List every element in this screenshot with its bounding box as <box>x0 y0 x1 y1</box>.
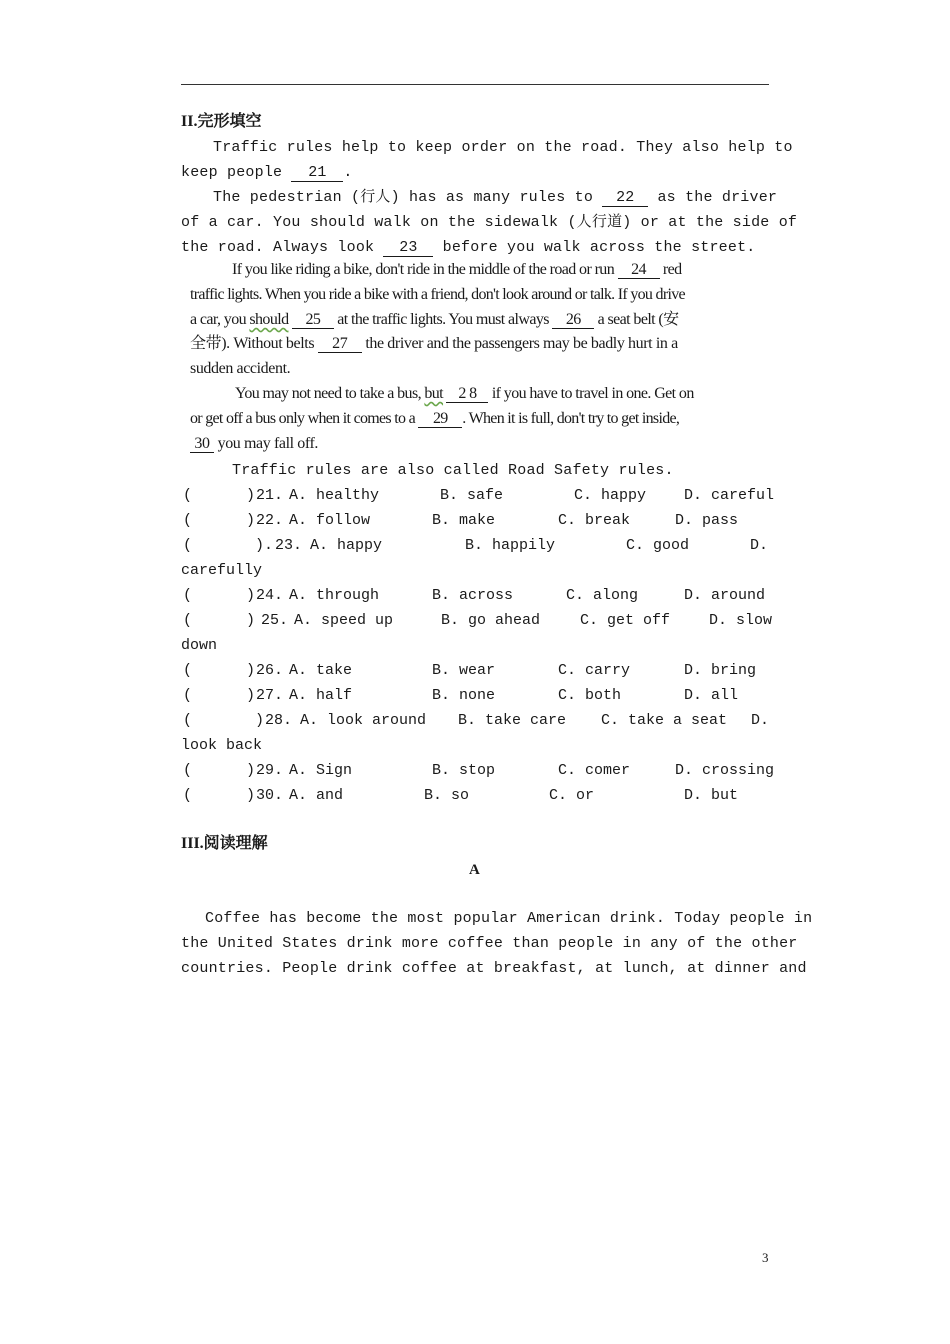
option-c[interactable]: C. carry <box>558 662 631 679</box>
option-d[interactable]: D. around <box>684 587 766 604</box>
option-c[interactable]: C. get off <box>580 612 671 629</box>
option-d[interactable]: D. but <box>684 787 739 804</box>
blank-27[interactable]: 27 <box>318 336 362 353</box>
answer-bracket[interactable]: ( ) <box>183 512 256 529</box>
option-a[interactable]: A. Sign <box>289 762 353 779</box>
question-number: 28. <box>265 712 293 729</box>
option-a[interactable]: A. follow <box>289 512 371 529</box>
option-a[interactable]: A. healthy <box>289 487 380 504</box>
answer-bracket[interactable]: ( ) <box>183 587 256 604</box>
option-d[interactable]: D. crossing <box>675 762 775 779</box>
cloze-text-line: or get off a bus only when it comes to a 29 . When it is full, don't try to get inside, <box>190 410 680 427</box>
answer-bracket[interactable]: ( ) <box>183 662 256 679</box>
blank-22[interactable]: 22 <box>602 190 648 207</box>
blank-28[interactable]: 2 8 <box>446 386 488 403</box>
cloze-text-line: the road. Always look 23 before you walk across the street. <box>181 239 756 256</box>
cloze-text-line: The pedestrian (行人) has as many rules to 22 as the driver <box>213 189 778 206</box>
option-d[interactable]: D. pass <box>675 512 739 529</box>
blank-26[interactable]: 26 <box>552 312 594 329</box>
cloze-text-line: sudden accident. <box>190 360 291 377</box>
answer-bracket[interactable]: ( ). <box>183 537 274 554</box>
question-number: 22. <box>256 512 284 529</box>
cloze-text-line: Traffic rules are also called Road Safety rules. <box>232 462 674 479</box>
cloze-text-line: If you like riding a bike, don't ride in the middle of the road or run 24 red <box>232 261 682 278</box>
option-b[interactable]: B. stop <box>432 762 496 779</box>
cloze-text-line: Traffic rules help to keep order on the road. They also help to <box>213 139 793 156</box>
reading-text-line: the United States drink more coffee than people in any of the other <box>181 935 798 952</box>
should-word: should <box>249 311 289 328</box>
option-b[interactable]: B. across <box>432 587 514 604</box>
question-number: 25. <box>261 612 289 629</box>
cloze-text-line: 30 you may fall off. <box>190 434 318 454</box>
blank-29[interactable]: 29 <box>418 411 462 428</box>
reading-text-line: Coffee has become the most popular American drink. Today people in <box>205 910 813 927</box>
option-a[interactable]: A. and <box>289 787 344 804</box>
question-number: 26. <box>256 662 284 679</box>
question-number: 24. <box>256 587 284 604</box>
cloze-text-line: keep people 21 . <box>181 164 353 181</box>
header-rule <box>181 84 769 85</box>
question-number: 21. <box>256 487 284 504</box>
blank-25[interactable]: 25 <box>292 312 334 329</box>
option-d[interactable]: D. slow <box>709 612 773 629</box>
blank-23[interactable]: 23 <box>383 240 433 257</box>
answer-bracket[interactable]: ( ) <box>183 762 256 779</box>
option-b[interactable]: B. happily <box>465 537 556 554</box>
answer-bracket[interactable]: ( ) <box>183 712 265 729</box>
question-number: 23. <box>275 537 303 554</box>
option-b[interactable]: B. wear <box>432 662 496 679</box>
option-d[interactable]: D. bring <box>684 662 757 679</box>
answer-bracket[interactable]: ( ) <box>183 612 256 629</box>
option-b[interactable]: B. none <box>432 687 496 704</box>
section-title-cloze: II.完形填空 <box>181 113 262 130</box>
option-c[interactable]: C. take a seat <box>601 712 728 729</box>
option-c[interactable]: C. along <box>566 587 639 604</box>
question-number: 29. <box>256 762 284 779</box>
option-d[interactable]: D. all <box>684 687 739 704</box>
blank-24[interactable]: 24 <box>618 262 660 279</box>
option-c[interactable]: C. good <box>626 537 690 554</box>
cloze-text-line: of a car. You should walk on the sidewalk (人行道) or at the side of <box>181 214 798 231</box>
answer-bracket[interactable]: ( ) <box>183 487 256 504</box>
blank-30[interactable]: 30 <box>190 436 214 453</box>
option-a[interactable]: A. through <box>289 587 380 604</box>
option-d[interactable]: D. careful <box>684 487 775 504</box>
question-number: 27. <box>256 687 284 704</box>
option-a[interactable]: A. look around <box>300 712 427 729</box>
passage-label: A <box>469 862 480 878</box>
option-d-continued[interactable]: carefully <box>181 562 263 579</box>
option-a[interactable]: A. half <box>289 687 353 704</box>
option-d[interactable]: D. <box>751 712 770 729</box>
option-b[interactable]: B. go ahead <box>441 612 541 629</box>
option-c[interactable]: C. comer <box>558 762 631 779</box>
option-b[interactable]: B. take care <box>458 712 567 729</box>
cloze-text-line: You may not need to take a bus, but 2 8 if you have to travel in one. Get on <box>235 385 694 402</box>
option-b[interactable]: B. so <box>424 787 470 804</box>
option-b[interactable]: B. safe <box>440 487 504 504</box>
option-c[interactable]: C. both <box>558 687 622 704</box>
option-d-continued[interactable]: down <box>181 637 218 654</box>
question-number: 30. <box>256 787 284 804</box>
option-b[interactable]: B. make <box>432 512 496 529</box>
option-d[interactable]: D. <box>750 537 769 554</box>
cloze-text-line: a car, you should 25 at the traffic lights. You must always 26 a seat belt (安 <box>190 311 679 328</box>
option-c[interactable]: C. break <box>558 512 631 529</box>
cloze-text-line: 全带). Without belts 27 the driver and the passengers may be badly hurt in a <box>190 335 678 352</box>
option-a[interactable]: A. happy <box>310 537 383 554</box>
option-a[interactable]: A. take <box>289 662 353 679</box>
but-word: but <box>424 385 444 402</box>
reading-text-line: countries. People drink coffee at breakfast, at lunch, at dinner and <box>181 960 807 977</box>
option-c[interactable]: C. or <box>549 787 595 804</box>
option-d-continued[interactable]: look back <box>181 737 263 754</box>
page-number: 3 <box>762 1250 769 1265</box>
blank-21[interactable]: 21 <box>291 165 343 182</box>
answer-bracket[interactable]: ( ) <box>183 687 256 704</box>
option-a[interactable]: A. speed up <box>294 612 394 629</box>
section-title-reading: III.阅读理解 <box>181 835 268 852</box>
cloze-text-line: traffic lights. When you ride a bike with a friend, don't look around or talk. If you drive <box>190 286 685 303</box>
option-c[interactable]: C. happy <box>574 487 647 504</box>
answer-bracket[interactable]: ( ) <box>183 787 256 804</box>
